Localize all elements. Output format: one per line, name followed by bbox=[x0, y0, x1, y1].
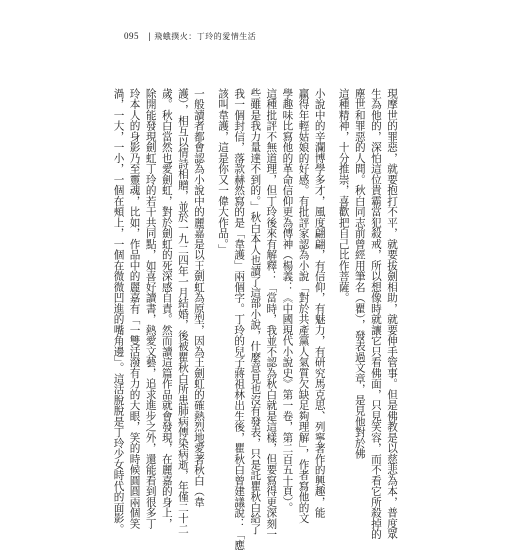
text-column: 塵世和罪惡的人間。秋白同志前曾經用筆名（瞿），發表過文章，是見他對於佛 bbox=[353, 88, 366, 459]
text-column: 玲本人的身影乃至靈魂，比如，作品中的麗嘉有「一雙活潑有力的大眼，笑的時候圓圓兩個笑 bbox=[128, 88, 141, 529]
text-column: 這種批評不無道理，但丁玲後來有解釋：「當時，我並不認為秋白就是這樣，但要寫得更深刻一 bbox=[265, 88, 278, 540]
text-column: 小說中的辛瀾博學多才，風度翩翩，有信仰，有魅力，有研究馬克思、列寧著作的興趣，能 bbox=[313, 88, 326, 518]
text-column: 護），相互以情詩相贈，並於一九二四年一月結婚，後被瞿秋白所患肺病傳染病逝，年僅二十二 bbox=[176, 88, 189, 535]
header-separator: | bbox=[148, 32, 152, 41]
paragraph-break bbox=[207, 88, 215, 434]
text-column: 現摩世的罪惡，就要抱打不平，就要拔劍相助，就要伸手管事。但是佛教是以慈悲為本，普度眾 bbox=[386, 88, 398, 540]
page-number: 095 bbox=[124, 31, 139, 41]
running-header bbox=[124, 31, 256, 42]
text-column: 該叫韋護，這是你又一偉大作品。」 bbox=[217, 88, 230, 255]
text-column: 渦，一大，一小，一個在頰上，一個在微微凹進的嘴角邊」。這活脫脫是丁玲少女時代的面影。 bbox=[112, 88, 125, 535]
text-column: 一般讀者都會認為小說中的麗嘉是以王劍虹為原型，因為王劍虹的確熱烈地愛著秋白（韋 bbox=[192, 88, 205, 508]
text-column: 除開能發現劍虹丁玲的若干共同點，如喜好讀書，熱愛文藝，追求進步之外，還能看到很多丁 bbox=[144, 88, 157, 529]
text-column: 這種精神，十分推崇，喜歡把自己比作菩薩。 bbox=[337, 88, 350, 303]
text-column: 生為他的，深怕這位貴霸當犯殺戒，所以想像時就讓它只看佛面，只見笑容，而不看它所殺掉的 bbox=[369, 88, 382, 540]
text-column: 些雖是我力量達不到的。」秋白本人也讀了這部小說，什麼意見也沒有發表，只是託瞿秋白給了 bbox=[249, 88, 262, 535]
paragraph-break bbox=[328, 88, 336, 434]
text-column: 學趣味比寫他的革命信仰更為傳神（楊義：《中國現代小說史》第一卷，第二百五十頁）。 bbox=[281, 88, 294, 513]
text-column: 歲。秋白當然也愛劍虹，對於劍虹的死深感自責。然而讀這篇作品就會發現，在麗嘉的身上， bbox=[160, 88, 173, 529]
text-column: 我一個封信，落款赫然寫的是「韋護」兩個字。丁玲的兒子蔣祖林出生後，瞿秋白曾建議說：「應 bbox=[233, 88, 246, 550]
text-column: 贏得年輕姑娘的好感。有批評家認為小說「對於共產黨人氣質欠缺足夠理解」，作者寫他的文 bbox=[297, 88, 310, 524]
vertical-body-text bbox=[112, 88, 400, 550]
running-header-title: 飛蛾撲火：丁玲的愛情生活 bbox=[154, 32, 257, 41]
